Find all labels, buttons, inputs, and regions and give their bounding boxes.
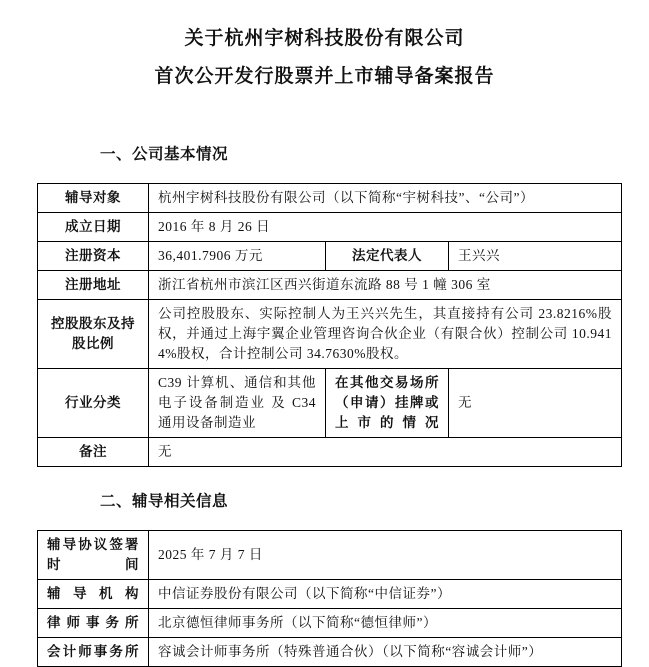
row-label: 律师事务所 xyxy=(38,609,149,638)
row-label: 辅导对象 xyxy=(38,184,149,213)
table-row-counseling-institution xyxy=(38,580,622,609)
document-title-line2: 首次公开发行股票并上市辅导备案报告 xyxy=(154,66,495,87)
row-value: 浙江省杭州市滨江区西兴街道东流路 88 号 1 幢 306 室 xyxy=(149,271,622,300)
row-value: 公司控股股东、实际控制人为王兴兴先生，其直接持有公司 23.8216%股权，并通过上海宇翼企业管理咨询合伙企业（有限合伙）控制公司 10.9414%股权，合计控制公司 34.7630%股权。 xyxy=(149,300,622,369)
table-row-registered-address xyxy=(38,271,622,300)
counseling-info-table xyxy=(37,530,622,667)
row-label: 控股股东及持股比例 xyxy=(38,300,149,369)
row-value: 36,401.7906 万元 xyxy=(149,242,326,271)
row-label: 会计师事务所 xyxy=(38,638,149,667)
row-label: 注册资本 xyxy=(38,242,149,271)
document-title-line1: 关于杭州宇树科技股份有限公司 xyxy=(184,28,465,49)
row-value-legal-representative: 王兴兴 xyxy=(449,242,622,271)
row-label: 注册地址 xyxy=(38,271,149,300)
section-heading-company-basics: 一、公司基本情况 xyxy=(100,146,229,163)
table-row-industry-classification xyxy=(38,369,622,438)
row-label-other-market-listing: 在其他交易场所（申请）挂牌或上市的情况 xyxy=(326,369,449,438)
row-label-legal-representative: 法定代表人 xyxy=(326,242,449,271)
row-label: 辅导机构 xyxy=(38,580,149,609)
row-value: 杭州宇树科技股份有限公司（以下简称“宇树科技”、“公司”） xyxy=(149,184,622,213)
row-value: 中信证券股份有限公司（以下简称“中信证券”） xyxy=(149,580,622,609)
document-title xyxy=(0,0,649,96)
table-row-agreement-sign-date xyxy=(38,531,622,580)
row-value: 北京德恒律师事务所（以下简称“德恒律师”） xyxy=(149,609,622,638)
row-value: 容诚会计师事务所（特殊普通合伙）（以下简称“容诚会计师”） xyxy=(149,638,622,667)
row-label: 行业分类 xyxy=(38,369,149,438)
row-value: C39 计算机、通信和其他电子设备制造业 及 C34 通用设备制造业 xyxy=(149,369,326,438)
table-row-counseling-target xyxy=(38,184,622,213)
company-basics-table xyxy=(37,183,622,467)
row-value: 2025 年 7 月 7 日 xyxy=(149,531,622,580)
row-label: 备注 xyxy=(38,438,149,467)
table-row-controlling-shareholder xyxy=(38,300,622,369)
row-label: 辅导协议签署时间 xyxy=(38,531,149,580)
table-row-accounting-firm xyxy=(38,638,622,667)
table-row-remark xyxy=(38,438,622,467)
row-label: 成立日期 xyxy=(38,213,149,242)
section-heading-counseling-info: 二、辅导相关信息 xyxy=(100,493,229,510)
row-value-other-market-listing: 无 xyxy=(449,369,622,438)
row-value: 无 xyxy=(149,438,622,467)
table-row-registered-capital xyxy=(38,242,622,271)
row-value: 2016 年 8 月 26 日 xyxy=(149,213,622,242)
table-row-established-date xyxy=(38,213,622,242)
table-row-law-firm xyxy=(38,609,622,638)
